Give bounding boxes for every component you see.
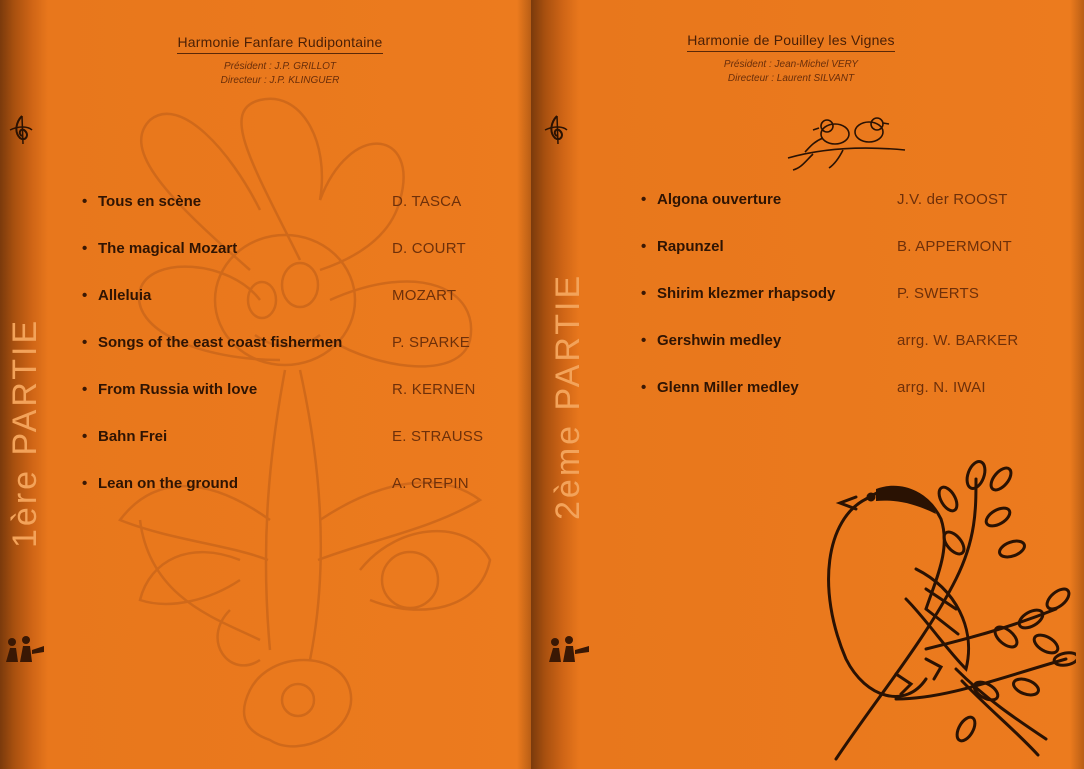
bullet: • [641,238,647,255]
piece-title: Glenn Miller medley [657,379,799,396]
program-list [82,193,518,522]
piece-title: The magical Mozart [98,240,238,257]
musicians-ornament-icon [543,632,593,668]
bullet: • [82,381,88,398]
bullet: • [82,334,88,351]
left-header [80,34,480,88]
piece-composer: arrg. W. BARKER [897,332,1019,349]
director-line: Directeur : J.P. KLINGUER [220,75,340,86]
bullet: • [641,285,647,302]
piece-composer: J.V. der ROOST [897,191,1008,208]
president-line: Président : J.P. GRILLOT [223,61,337,72]
band-name: Harmonie de Pouilley les Vignes [687,32,895,52]
piece-composer: A. CREPIN [392,475,469,492]
bullet: • [82,287,88,304]
part-heading: 2ème PARTIE [549,272,587,520]
piece-composer: B. APPERMONT [897,238,1012,255]
director-line: Directeur : Laurent SILVANT [727,73,855,84]
piece-title: From Russia with love [98,381,258,398]
piece-title: Gershwin medley [657,332,782,349]
bullet: • [641,191,647,208]
treble-clef-icon [541,112,571,146]
bird-on-branch-illustration [776,459,1076,769]
bullet: • [82,193,88,210]
treble-clef-icon [6,112,36,146]
piece-composer: P. SWERTS [897,285,980,302]
band-name: Harmonie Fanfare Rudipontaine [177,34,382,54]
program-list [641,191,1077,426]
piece-composer: E. STRAUSS [392,428,484,445]
right-program-page [531,0,1084,769]
program-item [641,238,1077,285]
piece-title: Songs of the east coast fishermen [98,334,343,351]
bullet: • [641,332,647,349]
piece-composer: P. SPARKE [392,334,470,351]
piece-composer: arrg. N. IWAI [897,379,986,396]
piece-title: Shirim klezmer rhapsody [657,285,836,302]
piece-title: Tous en scène [98,193,202,210]
program-item [641,285,1077,332]
part-heading: 1ère PARTIE [6,317,44,548]
program-item [641,332,1077,379]
program-item [641,379,1077,426]
program-item [82,334,518,381]
bullet: • [641,379,647,396]
bullet: • [82,475,88,492]
left-program-page [0,0,531,769]
program-item [82,287,518,334]
president-line: Président : Jean-Michel VERY [723,59,859,70]
bullet: • [82,428,88,445]
piece-composer: D. COURT [392,240,466,257]
program-item [82,193,518,240]
piece-title: Rapunzel [657,238,724,255]
piece-title: Lean on the ground [98,475,238,492]
birds-on-branch-icon [783,108,913,178]
bullet: • [82,240,88,257]
program-item [641,191,1077,238]
right-header [591,32,991,86]
program-item [82,381,518,428]
program-item [82,240,518,287]
piece-title: Alleluia [98,287,152,304]
piece-composer: MOZART [392,287,457,304]
piece-composer: D. TASCA [392,193,462,210]
piece-title: Bahn Frei [98,428,168,445]
piece-composer: R. KERNEN [392,381,476,398]
musicians-ornament-icon [2,632,46,668]
program-item [82,475,518,522]
piece-title: Algona ouverture [657,191,782,208]
program-item [82,428,518,475]
